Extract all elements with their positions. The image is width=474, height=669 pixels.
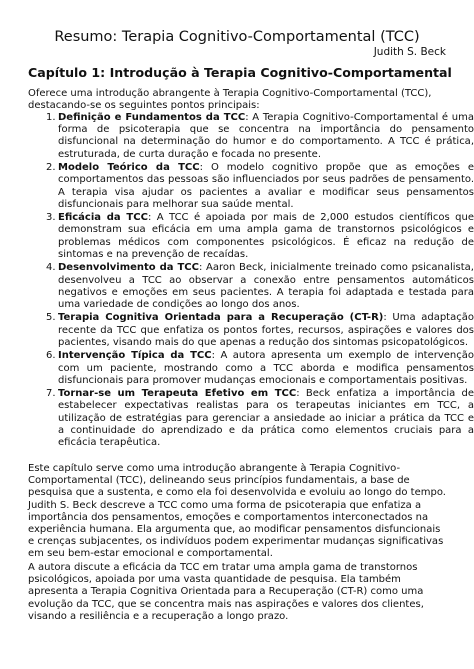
list-item xyxy=(58,312,474,349)
point-text: : Uma adaptação recente da TCC que enfatiza os pontos fortes, recursos, aspirações e valores dos pacientes, visando mais do que apenas a redução dos sintomas psicopatológicos. xyxy=(58,312,474,348)
list-item xyxy=(58,162,474,211)
point-term: Intervenção Típica da TCC xyxy=(58,350,212,362)
key-points-list xyxy=(28,112,474,451)
point-text: : O modelo cognitivo propõe que as emoções e comportamentos das pessoas são influenciados por seus padrões de pensamento. A terapia visa ajudar os pacientes a avaliar e modificar seus pensamentos disfuncionais para melhorar sua saúde mental. xyxy=(58,162,474,210)
point-term: Desenvolvimento da TCC xyxy=(58,262,199,274)
point-term: Modelo Teórico da TCC xyxy=(58,162,200,174)
point-text: : Beck enfatiza a importância de estabelecer expectativas realistas para os terapeutas iniciantes em TCC, a utilização de estratégias para gerenciar a ansiedade ao iniciar a prática da TCC e a continuidade do aprendizado e da prática como elementos cruciais para a eficácia terapêutica. xyxy=(58,388,474,449)
list-item xyxy=(58,112,474,161)
point-term: Definição e Fundamentos da TCC xyxy=(58,112,246,123)
document-title: Resumo: Terapia Cognitivo-Comportamental (TCC) xyxy=(54,29,420,45)
author-name: Judith S. Beck xyxy=(373,46,446,58)
list-item xyxy=(58,212,474,261)
point-term: Terapia Cognitiva Orientada para a Recuperação (CT-R) xyxy=(58,312,384,324)
chapter-heading: Capítulo 1: Introdução à Terapia Cognitivo-Comportamental xyxy=(28,65,452,80)
point-text: : A autora apresenta um exemplo de intervenção com um paciente, mostrando como a TCC aborda e modifica pensamentos disfuncionais para promover mudanças emocionais e comportamentais positivas. xyxy=(58,350,474,386)
point-text: : Aaron Beck, inicialmente treinado como psicanalista, desenvolveu a TCC ao observar a conexão entre pensamentos automáticos negativos e emoções em seus pacientes. A terapia foi adaptada e testada para uma variedade de condições ao longo dos anos. xyxy=(58,262,474,310)
point-text: : A Terapia Cognitivo-Comportamental é uma forma de psicoterapia que se concentra na importância do pensamento disfuncional na determinação do humor e do comportamento. A TCC é prática, estruturada, de curta duração e focada no presente. xyxy=(58,112,474,160)
point-term: Tornar-se um Terapeuta Efetivo em TCC xyxy=(58,388,297,400)
list-item xyxy=(58,388,474,449)
intro-paragraph: Oferece uma introdução abrangente à Terapia Cognitivo-Comportamental (TCC), destacando-se os seguintes pontos principais: xyxy=(28,88,432,112)
list-item xyxy=(58,350,474,387)
list-item xyxy=(58,262,474,311)
point-text: : A TCC é apoiada por mais de 2,000 estudos científicos que demonstram sua eficácia em uma ampla gama de transtornos psicológicos e problemas médicos com componentes psicológicos. É eficaz na redução de sintomas e na prevenção de recaídas. xyxy=(58,212,474,260)
body-paragraph-2: A autora discute a eficácia da TCC em tratar uma ampla gama de transtornos psicológicos, apoiada por uma vasta quantidade de pesquisa. Ela também apresenta a Terapia Cognitiva Orientada para a Recuperação (CT-R) como uma evolução da TCC, que se concentra mais nas aspirações e valores dos clientes, visando a resiliência e a recuperação a longo prazo. xyxy=(28,562,424,622)
point-term: Eficácia da TCC xyxy=(58,212,148,224)
body-paragraph-1: Este capítulo serve como uma introdução abrangente à Terapia Cognitivo-Comportamental (TCC), delineando seus princípios fundamentais, a base de pesquisa que a sustenta, e como ela foi desenvolvida e evoluiu ao longo do tempo. Judith S. Beck descreve a TCC como uma forma de psicoterapia que enfatiza a importância dos pensamentos, emoções e comportamentos interconectados na experiência humana. Ela argumenta que, ao modificar pensamentos disfuncionais e crenças subjacentes, os indivíduos podem experimentar mudanças significativas em seu bem-estar emocional e comportamental. xyxy=(28,463,446,560)
